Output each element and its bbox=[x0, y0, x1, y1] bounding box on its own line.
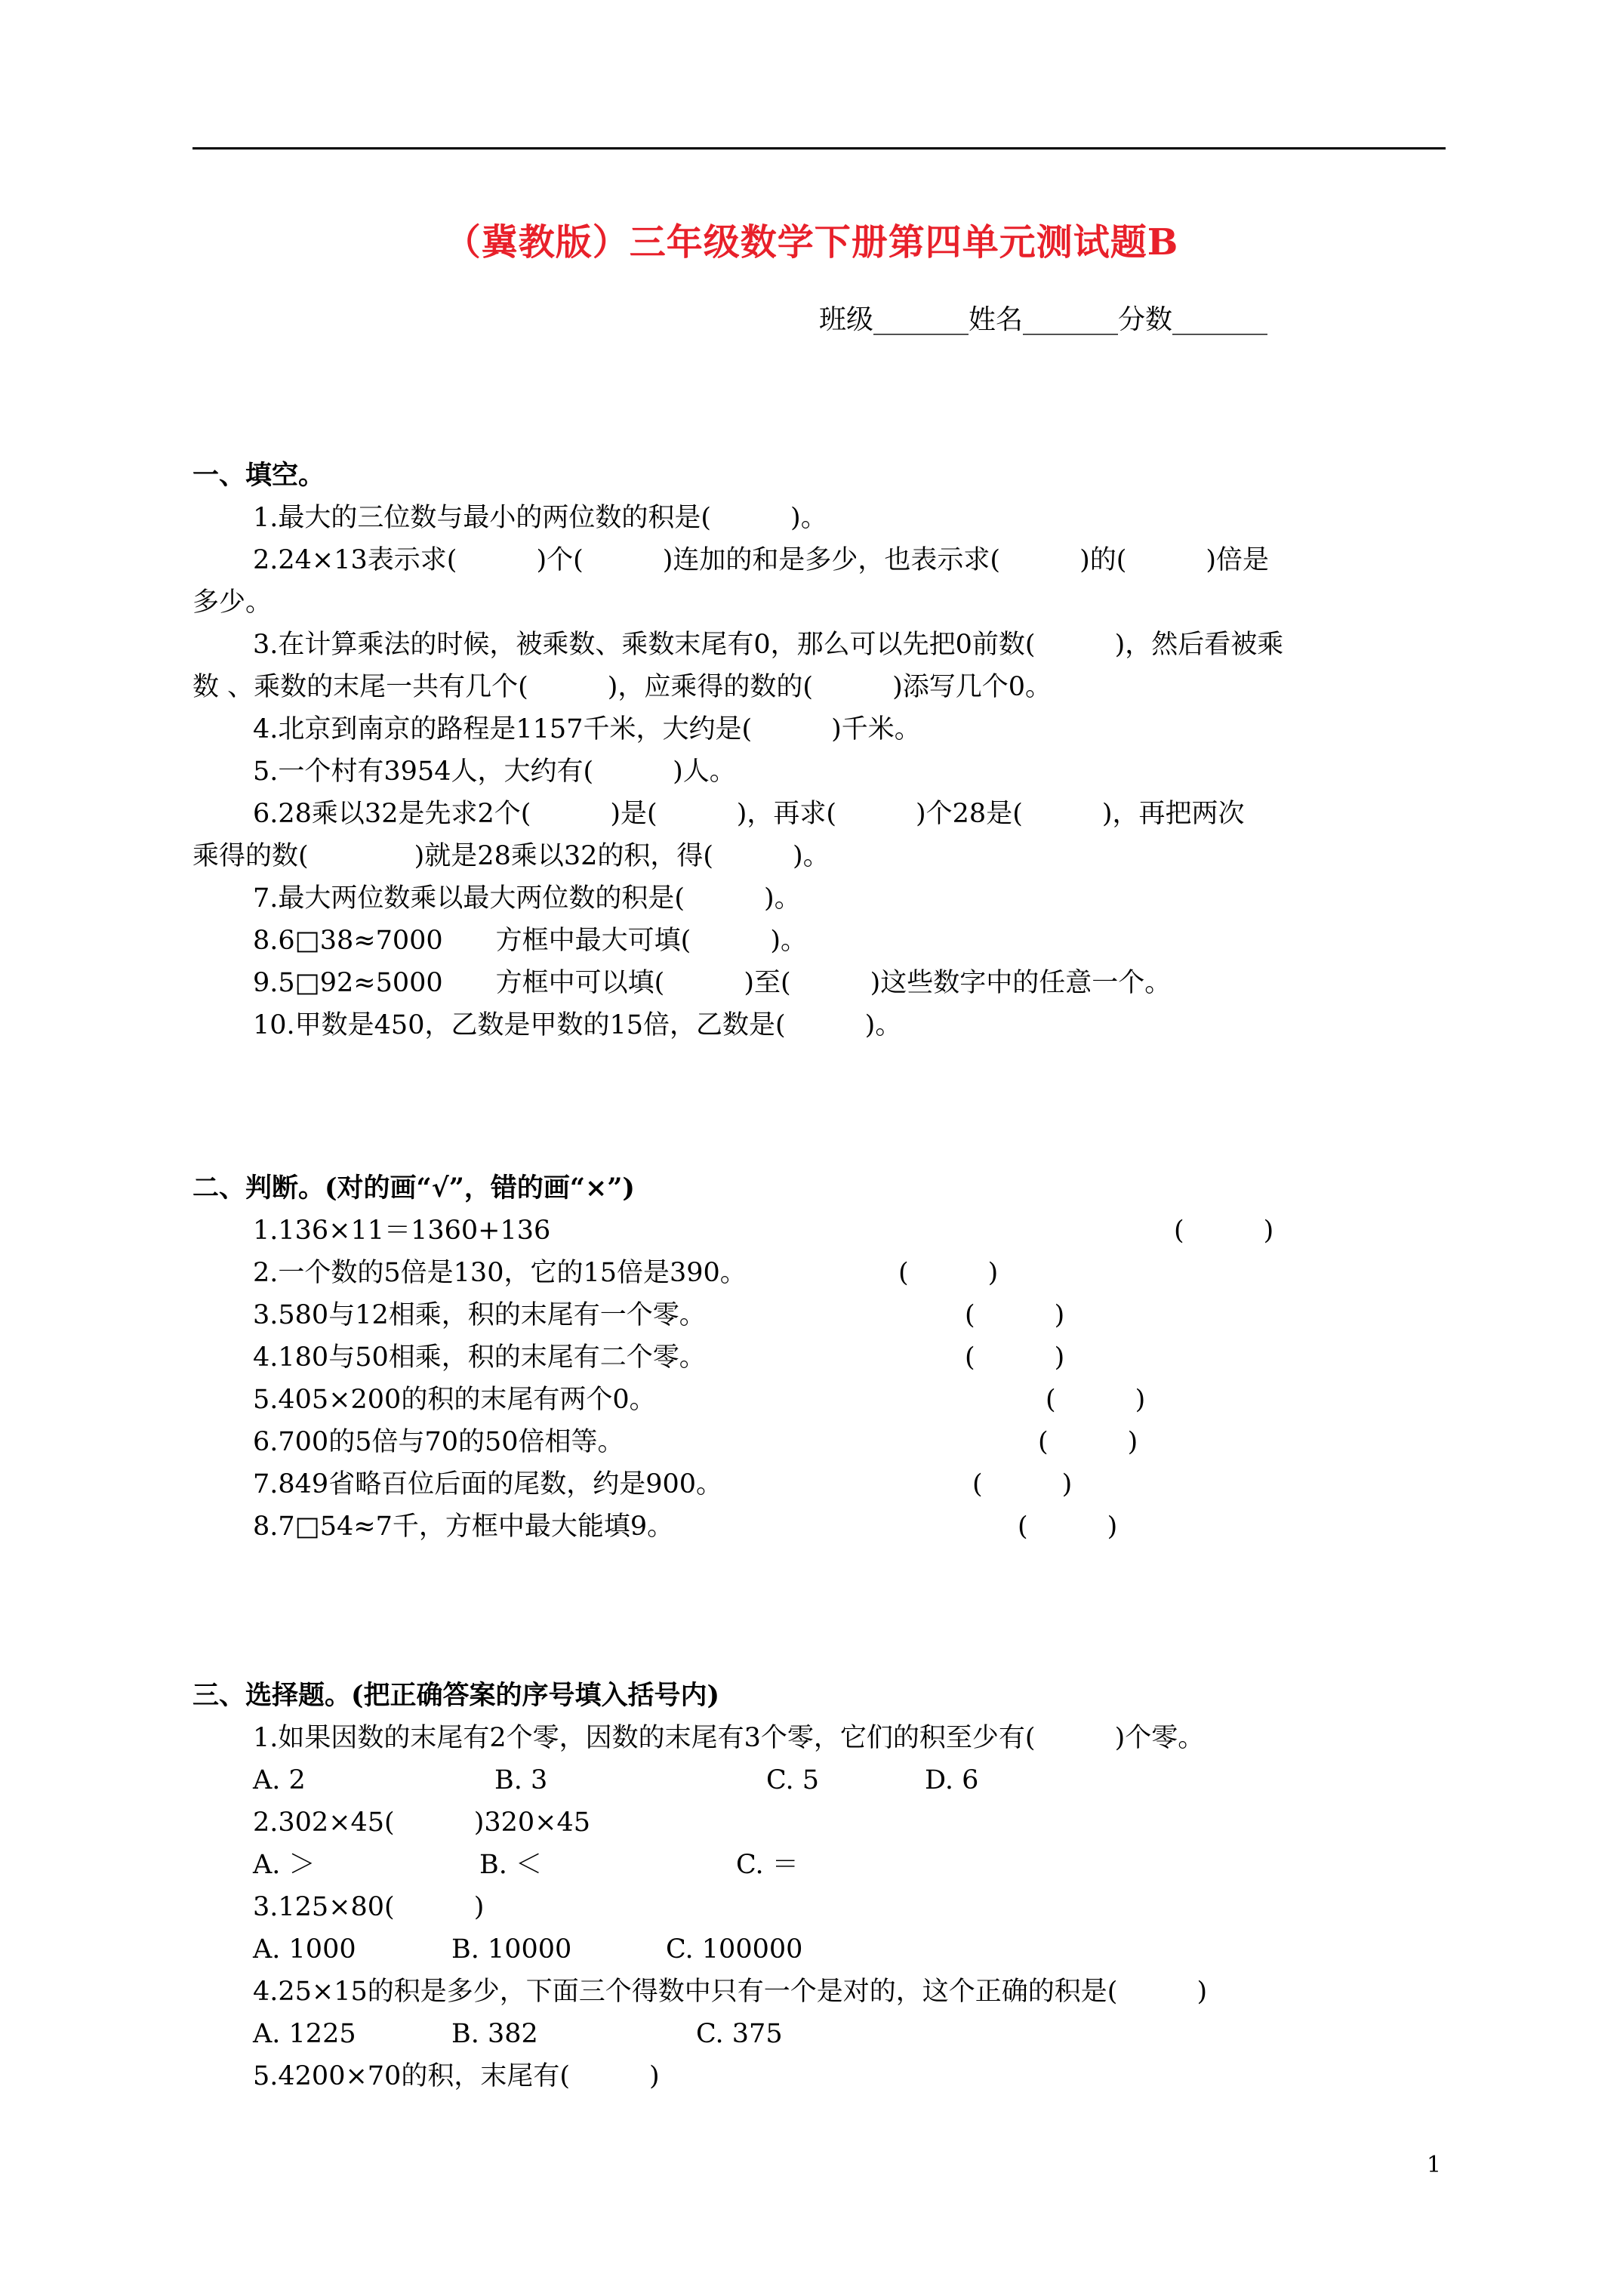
judge-answer-bracket[interactable]: ( ) bbox=[1038, 1427, 1138, 1457]
section1-line: 8.6□38≈7000 方框中最大可填( )。 bbox=[253, 926, 807, 956]
section1-heading: 一、填空。 bbox=[192, 460, 325, 491]
choice-question: 3.125×80( ) bbox=[253, 1892, 485, 1922]
section1-line: 2.24×13表示求( )个( )连加的和是多少，也表示求( )的( )倍是 bbox=[253, 545, 1270, 575]
choice-option[interactable]: A. 2 bbox=[253, 1765, 306, 1795]
judge-answer-bracket[interactable]: ( ) bbox=[972, 1469, 1073, 1499]
choice-option[interactable]: C. 375 bbox=[696, 2019, 783, 2049]
judge-item-text: 6.700的5倍与70的50倍相等。 bbox=[253, 1427, 624, 1457]
choice-option[interactable]: B. 10000 bbox=[451, 1934, 572, 1965]
section1-line: 3.在计算乘法的时候，被乘数、乘数末尾有0，那么可以先把0前数( )，然后看被乘 bbox=[253, 630, 1284, 660]
choice-option[interactable]: B. 3 bbox=[494, 1765, 548, 1795]
choice-option[interactable]: A. 1000 bbox=[253, 1934, 356, 1965]
top-rule bbox=[192, 147, 1446, 149]
section1-line: 7.最大两位数乘以最大两位数的积是( )。 bbox=[253, 883, 801, 914]
section1-line: 4.北京到南京的路程是1157千米，大约是( )千米。 bbox=[253, 714, 921, 744]
judge-answer-bracket[interactable]: ( ) bbox=[1174, 1216, 1274, 1246]
section3-heading: 三、选择题。(把正确答案的序号填入括号内) bbox=[192, 1680, 720, 1711]
section1-line: 6.28乘以32是先求2个( )是( )，再求( )个28是( )，再把两次 bbox=[253, 799, 1245, 829]
judge-item-text: 3.580与12相乘，积的末尾有一个零。 bbox=[253, 1300, 706, 1330]
section1-line: 数 、乘数的末尾一共有几个( )，应乘得的数的( )添写几个0。 bbox=[192, 672, 1052, 702]
choice-option[interactable]: C. ＝ bbox=[736, 1850, 799, 1880]
choice-option[interactable]: A. ＞ bbox=[253, 1850, 316, 1880]
choice-question: 1.如果因数的末尾有2个零，因数的末尾有3个零，它们的积至少有( )个零。 bbox=[253, 1723, 1205, 1753]
section1-line: 乘得的数( )就是28乘以32的积，得( )。 bbox=[192, 841, 830, 871]
section2-heading: 二、判断。(对的画“√”，错的画“×”) bbox=[192, 1173, 635, 1203]
section1-line: 10.甲数是450，乙数是甲数的15倍，乙数是( )。 bbox=[253, 1010, 902, 1040]
judge-answer-bracket[interactable]: ( ) bbox=[965, 1342, 1065, 1373]
choice-option[interactable]: C. 5 bbox=[766, 1765, 820, 1795]
page-number: 1 bbox=[1427, 2152, 1442, 2178]
judge-answer-bracket[interactable]: ( ) bbox=[1046, 1385, 1146, 1415]
choice-option[interactable]: B. ＜ bbox=[479, 1850, 542, 1880]
judge-answer-bracket[interactable]: ( ) bbox=[898, 1258, 999, 1288]
judge-item-text: 1.136×11＝1360+136 bbox=[253, 1216, 551, 1246]
page-title: （冀教版）三年级数学下册第四单元测试题B bbox=[444, 221, 1179, 264]
choice-question: 5.4200×70的积，末尾有( ) bbox=[253, 2061, 660, 2091]
section1-line: 9.5□92≈5000 方框中可以填( )至( )这些数字中的任意一个。 bbox=[253, 968, 1172, 998]
judge-item-text: 4.180与50相乘，积的末尾有二个零。 bbox=[253, 1342, 706, 1373]
section1-line: 1.最大的三位数与最小的两位数的积是( )。 bbox=[253, 503, 827, 533]
judge-answer-bracket[interactable]: ( ) bbox=[1018, 1512, 1118, 1542]
choice-question: 4.25×15的积是多少，下面三个得数中只有一个是对的，这个正确的积是( ) bbox=[253, 1977, 1208, 2007]
choice-option[interactable]: A. 1225 bbox=[253, 2019, 356, 2049]
section1-line: 多少。 bbox=[192, 587, 273, 618]
judge-item-text: 5.405×200的积的末尾有两个0。 bbox=[253, 1385, 656, 1415]
judge-item-text: 2.一个数的5倍是130，它的15倍是390。 bbox=[253, 1258, 747, 1288]
judge-item-text: 7.849省略百位后面的尾数，约是900。 bbox=[253, 1469, 723, 1499]
choice-option[interactable]: B. 382 bbox=[451, 2019, 538, 2049]
student-info-line: 班级_______姓名_______分数_______ bbox=[819, 304, 1268, 335]
choice-option[interactable]: D. 6 bbox=[925, 1765, 979, 1795]
section1-line: 5.一个村有3954人，大约有( )人。 bbox=[253, 757, 736, 787]
judge-answer-bracket[interactable]: ( ) bbox=[965, 1300, 1065, 1330]
choice-option[interactable]: C. 100000 bbox=[666, 1934, 803, 1965]
judge-item-text: 8.7□54≈7千，方框中最大能填9。 bbox=[253, 1512, 674, 1542]
choice-question: 2.302×45( )320×45 bbox=[253, 1808, 591, 1838]
